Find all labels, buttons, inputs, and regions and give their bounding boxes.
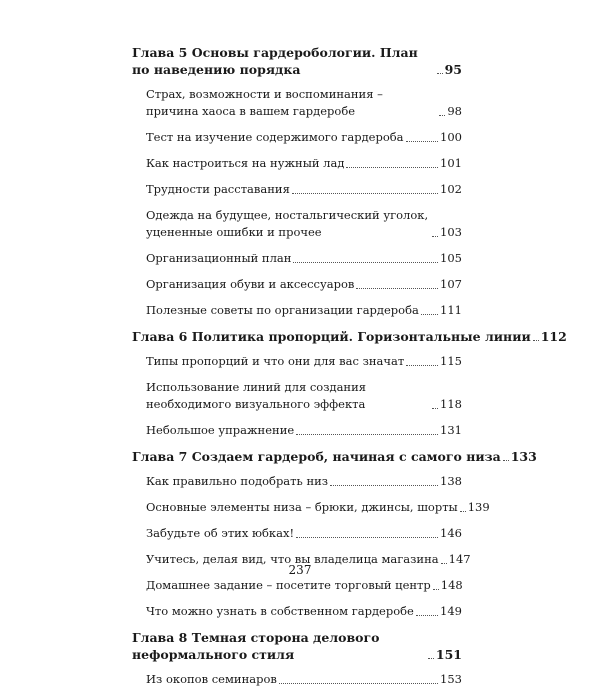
toc-entry-title: Организация обуви и аксессуаров (146, 277, 355, 291)
toc-entry-page: 107 (440, 277, 462, 291)
toc-entry-title: Что можно узнать в собственном гардеробе (146, 604, 414, 618)
toc-entry-page: 149 (440, 604, 462, 618)
toc-entry-title: Глава 6 Политика пропорций. Горизонтальные линии (132, 329, 531, 344)
page-number: 237 (288, 563, 312, 577)
toc-entry-title: Из окопов семинаров (146, 672, 277, 686)
toc-entry-page: 111 (440, 303, 462, 317)
toc-entry-page: 103 (440, 225, 462, 239)
dot-leader (279, 683, 438, 684)
dot-leader (406, 365, 438, 366)
dot-leader (292, 193, 438, 194)
toc-section-entry (132, 250, 462, 267)
dot-leader (296, 537, 438, 538)
dot-leader (432, 236, 438, 237)
toc-section-entry (132, 155, 462, 172)
toc-entry-page: 118 (440, 397, 462, 411)
toc-chapter-entry (132, 328, 567, 345)
toc-entry-title: Домашнее задание – посетите торговый центр (146, 578, 431, 592)
toc-section-entry (132, 499, 490, 516)
toc-section-entry (132, 379, 462, 413)
toc-entry-title: Учитесь, делая вид, что вы владелица магазина (146, 552, 439, 566)
dot-leader (432, 408, 438, 409)
toc-entry-page: 151 (435, 647, 462, 662)
toc-entry-page: 95 (444, 62, 462, 77)
toc-entry-page: 138 (440, 474, 462, 488)
dot-leader (439, 115, 445, 116)
toc-entry-page: 139 (467, 500, 490, 514)
toc-chapter-entry (132, 448, 537, 465)
toc-entry-title: Как настроиться на нужный лад (146, 156, 345, 170)
toc-entry-page: 115 (440, 354, 462, 368)
toc-entry-page: 148 (440, 578, 463, 592)
toc-section-entry (132, 671, 462, 688)
toc-section-entry (132, 603, 462, 620)
toc-entry-title: Глава 5 Основы гардеробологии. План по наведению порядка (132, 45, 418, 77)
dot-leader (428, 658, 434, 659)
toc-section-entry (132, 422, 462, 439)
dot-leader (296, 434, 438, 435)
toc-chapter-entry (132, 44, 462, 78)
toc-section-entry (132, 525, 462, 542)
toc-entry-title: Одежда на будущее, ностальгический уголок, уцененные ошибки и прочее (146, 208, 429, 239)
toc-entry-title: Организационный план (146, 251, 292, 265)
toc-chapter-entry (132, 629, 462, 663)
toc-entry-title: Использование линий для создания необходимого визуального эффекта (146, 380, 367, 411)
toc-entry-title: Страх, возможности и воспоминания – причина хаоса в вашем гардеробе (146, 87, 383, 118)
dot-leader (503, 460, 509, 461)
toc-entry-title: Тест на изучение содержимого гардероба (146, 130, 404, 144)
toc-entry-title: Забудьте об этих юбках! (146, 526, 295, 540)
toc-entry-title: Глава 7 Создаем гардероб, начиная с самого низа (132, 449, 501, 464)
toc-entry-page: 100 (440, 130, 462, 144)
dot-leader (533, 340, 539, 341)
dot-leader (293, 262, 438, 263)
toc-entry-title: Как правильно подобрать низ (146, 474, 329, 488)
dot-leader (460, 511, 466, 512)
toc-entry-page: 98 (447, 104, 462, 118)
toc-entry-page: 146 (440, 526, 462, 540)
toc-entry-page: 153 (440, 672, 462, 686)
toc-entry-page: 133 (510, 449, 537, 464)
dot-leader (437, 73, 443, 74)
toc-section-entry (132, 276, 462, 293)
toc-entry-page: 102 (440, 182, 462, 196)
toc-section-entry (132, 577, 462, 594)
toc-entry-page: 147 (448, 552, 471, 566)
dot-leader (330, 485, 438, 486)
dot-leader (356, 288, 438, 289)
toc-section-entry (132, 353, 462, 370)
toc-entry-page: 131 (440, 423, 462, 437)
toc-entry-title: Небольшое упражнение (146, 423, 295, 437)
table-of-contents (132, 44, 567, 697)
toc-entry-title: Полезные советы по организации гардероба (146, 303, 419, 317)
dot-leader (433, 589, 439, 590)
dot-leader (421, 314, 438, 315)
toc-entry-page: 101 (440, 156, 462, 170)
toc-entry-page: 112 (540, 329, 567, 344)
dot-leader (406, 141, 439, 142)
toc-entry-title: Типы пропорций и что они для вас значат (146, 354, 405, 368)
dot-leader (416, 615, 438, 616)
toc-section-entry (132, 473, 462, 490)
toc-entry-title: Основные элементы низа – брюки, джинсы, шорты (146, 500, 458, 514)
toc-section-entry (132, 86, 462, 120)
toc-entry-title: Глава 8 Темная сторона делового неформального стиля (132, 630, 380, 662)
toc-entry-title: Трудности расставания (146, 182, 290, 196)
toc-section-entry (132, 181, 462, 198)
dot-leader (346, 167, 438, 168)
toc-section-entry (132, 207, 462, 241)
toc-section-entry (132, 129, 462, 146)
toc-entry-page: 105 (440, 251, 462, 265)
toc-section-entry (132, 302, 462, 319)
